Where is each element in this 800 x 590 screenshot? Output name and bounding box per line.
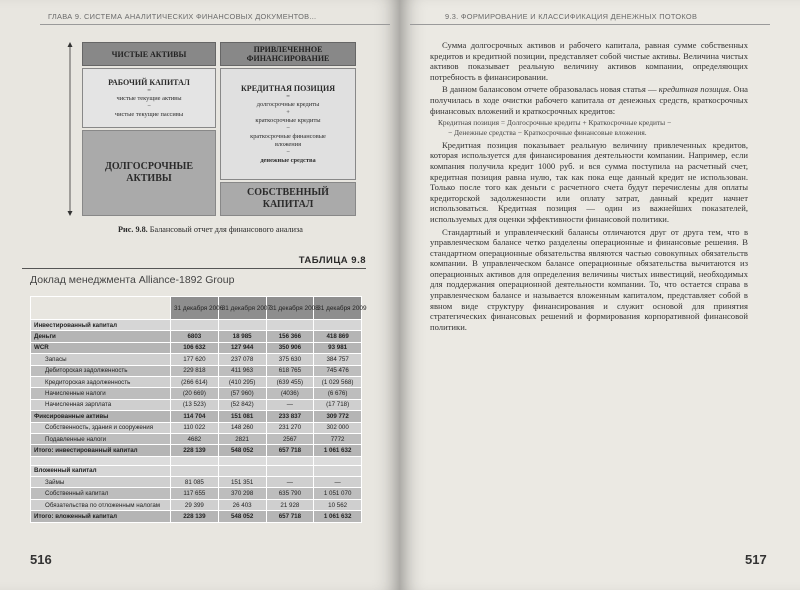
table-cell: 177 620: [171, 354, 219, 365]
figure-caption-label: Рис. 9.8.: [118, 225, 148, 234]
balance-diagram: [80, 42, 360, 218]
table-cell: 618 765: [266, 365, 314, 376]
credit-minus2: −: [286, 148, 290, 156]
credit-line1: долгосрочные кредиты: [256, 100, 320, 108]
table-cell: 228 139: [171, 445, 219, 456]
table-cell: 4682: [171, 433, 219, 444]
table-row-label: Собственность, здания и сооружения: [31, 422, 171, 433]
table-header-row: [31, 297, 362, 320]
table-cell: 2567: [266, 433, 314, 444]
table-title: Доклад менеджмента Alliance-1892 Group: [30, 274, 235, 286]
credit-formula: [430, 118, 748, 138]
table-cell: (52 842): [218, 399, 266, 410]
table-cell: [171, 465, 219, 476]
working-capital-eq: =: [147, 86, 151, 94]
table-cell: [314, 320, 362, 331]
table-header-2006: 31 декабря 2006: [171, 297, 219, 320]
table-row-label: Итого: инвестированный капитал: [31, 445, 171, 456]
right-text-column: [430, 40, 748, 334]
table-label: ТАБЛИЦА 9.8: [298, 255, 366, 266]
table-cell: 231 270: [266, 422, 314, 433]
table-cell: (13 523): [171, 399, 219, 410]
table-cell: —: [266, 399, 314, 410]
table-cell: (410 295): [218, 376, 266, 387]
table-cell: 10 562: [314, 499, 362, 510]
paragraph-2-end: . Она получилась в ходе очистки рабочего капитала от денежных средств, краткосрочных финансовых вложений и краткосрочных кредитов:: [430, 84, 748, 116]
table-body: [31, 320, 362, 523]
paragraph-2: [430, 84, 748, 116]
table-cell: [314, 456, 362, 465]
table-cell: —: [266, 477, 314, 488]
diagram-height-arrow-icon: [66, 42, 74, 216]
net-assets-header: ЧИСТЫЕ АКТИВЫ: [82, 42, 216, 66]
table-cell: (6 676): [314, 388, 362, 399]
table-cell: (266 614): [171, 376, 219, 387]
table-cell: 370 298: [218, 488, 266, 499]
table-row: [31, 488, 362, 499]
table-cell: 148 260: [218, 422, 266, 433]
table-cell: 657 718: [266, 445, 314, 456]
table-row-label: Подавленные налоги: [31, 433, 171, 444]
table-cell: 548 052: [218, 445, 266, 456]
working-capital-minus: −: [147, 102, 151, 110]
table-cell: 237 078: [218, 354, 266, 365]
table-row-label: Начисленные налоги: [31, 388, 171, 399]
table-cell: 548 052: [218, 511, 266, 522]
table-cell: [218, 456, 266, 465]
left-running-head: ГЛАВА 9. СИСТЕМА АНАЛИТИЧЕСКИХ ФИНАНСОВЫХ ДОКУМЕНТОВ...: [48, 12, 317, 21]
table-cell: 1 061 632: [314, 445, 362, 456]
credit-plus: +: [286, 108, 290, 116]
table-row: [31, 365, 362, 376]
long-term-assets-line2: АКТИВЫ: [126, 173, 172, 184]
long-term-assets-box: [82, 130, 216, 216]
paragraph-1: Сумма долгосрочных активов и рабочего капитала, равная сумме собственных кредитов и кредитной позиции, представляет собой чистые активы. Величина чистых активов показывает реальную величину активов компании, определяющих потребность в финансировании.: [430, 40, 748, 82]
table-row: [31, 499, 362, 510]
table-row-label: WCR: [31, 342, 171, 353]
table-cell: (20 669): [171, 388, 219, 399]
credit-line2: краткосрочные кредиты: [255, 116, 321, 124]
financial-table: [30, 296, 367, 523]
table-cell: 233 837: [266, 411, 314, 422]
long-term-assets-line1: ДОЛГОСРОЧНЫЕ: [104, 161, 194, 172]
table-cell: [314, 465, 362, 476]
table-row-label: Начисленная зарплата: [31, 399, 171, 410]
table-row: [31, 456, 362, 465]
table-row-label: Запасы: [31, 354, 171, 365]
table-cell: 93 981: [314, 342, 362, 353]
table-row: [31, 331, 362, 342]
credit-minus1: −: [286, 124, 290, 132]
table-cell: 745 476: [314, 365, 362, 376]
table-row-label: Инвестированный капитал: [31, 320, 171, 331]
table-cell: 26 403: [218, 499, 266, 510]
table-cell: 156 366: [266, 331, 314, 342]
table-row: [31, 422, 362, 433]
paragraph-2-start: В данном балансовом отчете образовалась новая статья —: [442, 84, 659, 95]
table-cell: 350 906: [266, 342, 314, 353]
table-cell: 29 399: [171, 499, 219, 510]
table-cell: (17 718): [314, 399, 362, 410]
table-cell: [218, 320, 266, 331]
right-page: [400, 0, 800, 590]
working-capital-line1: чистые текущие активы: [116, 94, 182, 102]
table-row: [31, 320, 362, 331]
left-head-rule: [40, 24, 390, 25]
table-cell: 1 051 070: [314, 488, 362, 499]
table-row: [31, 411, 362, 422]
table-row-label: Деньги: [31, 331, 171, 342]
table-row-label: Кредиторская задолженность: [31, 376, 171, 387]
table-cell: 657 718: [266, 511, 314, 522]
table-cell: [218, 465, 266, 476]
figure-caption-text: Балансовый отчет для финансового анализа: [147, 225, 303, 234]
table-cell: [266, 465, 314, 476]
table-cell: (639 455): [266, 376, 314, 387]
table-cell: —: [314, 477, 362, 488]
table-header-blank: [31, 297, 171, 320]
credit-line3a: краткосрочные финансовые: [250, 132, 326, 140]
table-row-label: [31, 456, 171, 465]
credit-position-eq: =: [286, 92, 290, 100]
working-capital-line2: чистые текущие пассивы: [114, 110, 184, 118]
equity-box: [220, 182, 356, 216]
table-cell: 7772: [314, 433, 362, 444]
table-row: [31, 399, 362, 410]
credit-position-box: [220, 68, 356, 180]
table-row: [31, 354, 362, 365]
table-cell: 81 085: [171, 477, 219, 488]
table-row-label: Вложенный капитал: [31, 465, 171, 476]
table-row: [31, 511, 362, 522]
table-cell: 127 944: [218, 342, 266, 353]
left-page-number: 516: [30, 552, 52, 567]
table-row-label: Дебиторская задолженность: [31, 365, 171, 376]
table-cell: [266, 456, 314, 465]
table-cell: 18 985: [218, 331, 266, 342]
table-row: [31, 388, 362, 399]
table-header-2007: 31 декабря 2007: [218, 297, 266, 320]
table-cell: 375 630: [266, 354, 314, 365]
table-row: [31, 342, 362, 353]
table-cell: 6803: [171, 331, 219, 342]
table-cell: 635 790: [266, 488, 314, 499]
table-cell: 229 818: [171, 365, 219, 376]
table-header-2008: 31 декабря 2008: [266, 297, 314, 320]
table-row-label: Собственный капитал: [31, 488, 171, 499]
raised-financing-header-line1: ПРИВЛЕЧЕННОЕ: [253, 45, 323, 54]
table-cell: [171, 320, 219, 331]
credit-line3b: вложения: [274, 140, 302, 148]
credit-position-title: КРЕДИТНАЯ ПОЗИЦИЯ: [241, 83, 335, 93]
table-cell: [266, 320, 314, 331]
table-cell: 309 772: [314, 411, 362, 422]
table-cell: 411 963: [218, 365, 266, 376]
credit-line4: денежные средства: [260, 156, 316, 164]
table-row: [31, 445, 362, 456]
paragraph-4: Стандартный и управленческий балансы отличаются друг от друга тем, что в управленческом балансе четко разделены операционные и финансовые решения. В стандартном операционные обязательства являются частью совокупных обязательств компании. В управленческом балансе операционные обязательства вычитаются из операционных активов для определения величины чистых инвестиций, необходимых для поддержания операционной деятельности компании. То, что остается справа в управленческом балансе и называется вложенным капиталом, представляет собой в явном виде структуру финансирования и служит основой для принятия стратегических финансовых решений и формирования корпоративной финансовой политики.: [430, 226, 748, 332]
table-cell: (57 960): [218, 388, 266, 399]
table-cell: 384 757: [314, 354, 362, 365]
right-head-rule: [410, 24, 770, 25]
raised-financing-header: [220, 42, 356, 66]
table-cell: 21 928: [266, 499, 314, 510]
working-capital-title: РАБОЧИЙ КАПИТАЛ: [108, 77, 190, 87]
table-cell: 151 081: [218, 411, 266, 422]
table-cell: 1 061 632: [314, 511, 362, 522]
table-cell: 2821: [218, 433, 266, 444]
table-header-2009: 31 декабря 2009: [314, 297, 362, 320]
table-cell: 418 869: [314, 331, 362, 342]
paragraph-3: Кредитная позиция показывает реальную величину привлеченных кредитов, которая используется для финансирования деятельности компании. Например, если компания получила кредит 1000 руб. и вся сумма поступила на расчетный счет, кредитная позиция равна нулю, так как пока еще данный кредит не использован. Только после того как деньги с расчетного счета будут перечислены для оплаты кредиторской задолженности или оплату затрат, данный кредит начнет использоваться. Кредитная позиция — один из важнейших показателей, используемых для оценки эффективности финансовой политики.: [430, 139, 748, 224]
table-cell: (1 029 568): [314, 376, 362, 387]
equity-line2: КАПИТАЛ: [262, 199, 314, 210]
formula-line2: − Денежные средства − Краткосрочные финансовые вложения.: [448, 127, 647, 137]
formula-line1: Кредитная позиция = Долгосрочные кредиты + Краткосрочные кредиты −: [438, 118, 672, 128]
table-cell: 114 704: [171, 411, 219, 422]
table-row: [31, 465, 362, 476]
table-cell: (4036): [266, 388, 314, 399]
table-cell: 106 632: [171, 342, 219, 353]
equity-line1: СОБСТВЕННЫЙ: [247, 187, 329, 198]
table-cell: 228 139: [171, 511, 219, 522]
credit-position-term: кредитная позиция: [658, 84, 730, 95]
table-row: [31, 376, 362, 387]
table-cell: 110 022: [171, 422, 219, 433]
table-cell: 302 000: [314, 422, 362, 433]
working-capital-box: [82, 68, 216, 128]
figure-caption: [118, 225, 303, 234]
table-row: [31, 477, 362, 488]
table-row-label: Итого: вложенный капитал: [31, 511, 171, 522]
right-running-head: 9.3. ФОРМИРОВАНИЕ И КЛАССИФИКАЦИЯ ДЕНЕЖНЫХ ПОТОКОВ: [445, 12, 698, 21]
table-cell: 117 655: [171, 488, 219, 499]
table-rule: [22, 268, 366, 269]
table-row-label: Обязательства по отложенным налогам: [31, 499, 171, 510]
table-row-label: Займы: [31, 477, 171, 488]
table-row: [31, 433, 362, 444]
raised-financing-header-line2: ФИНАНСИРОВАНИЕ: [246, 54, 330, 63]
table-cell: [171, 456, 219, 465]
table-row-label: Фиксированные активы: [31, 411, 171, 422]
right-page-number: 517: [745, 552, 767, 567]
table-cell: 151 351: [218, 477, 266, 488]
